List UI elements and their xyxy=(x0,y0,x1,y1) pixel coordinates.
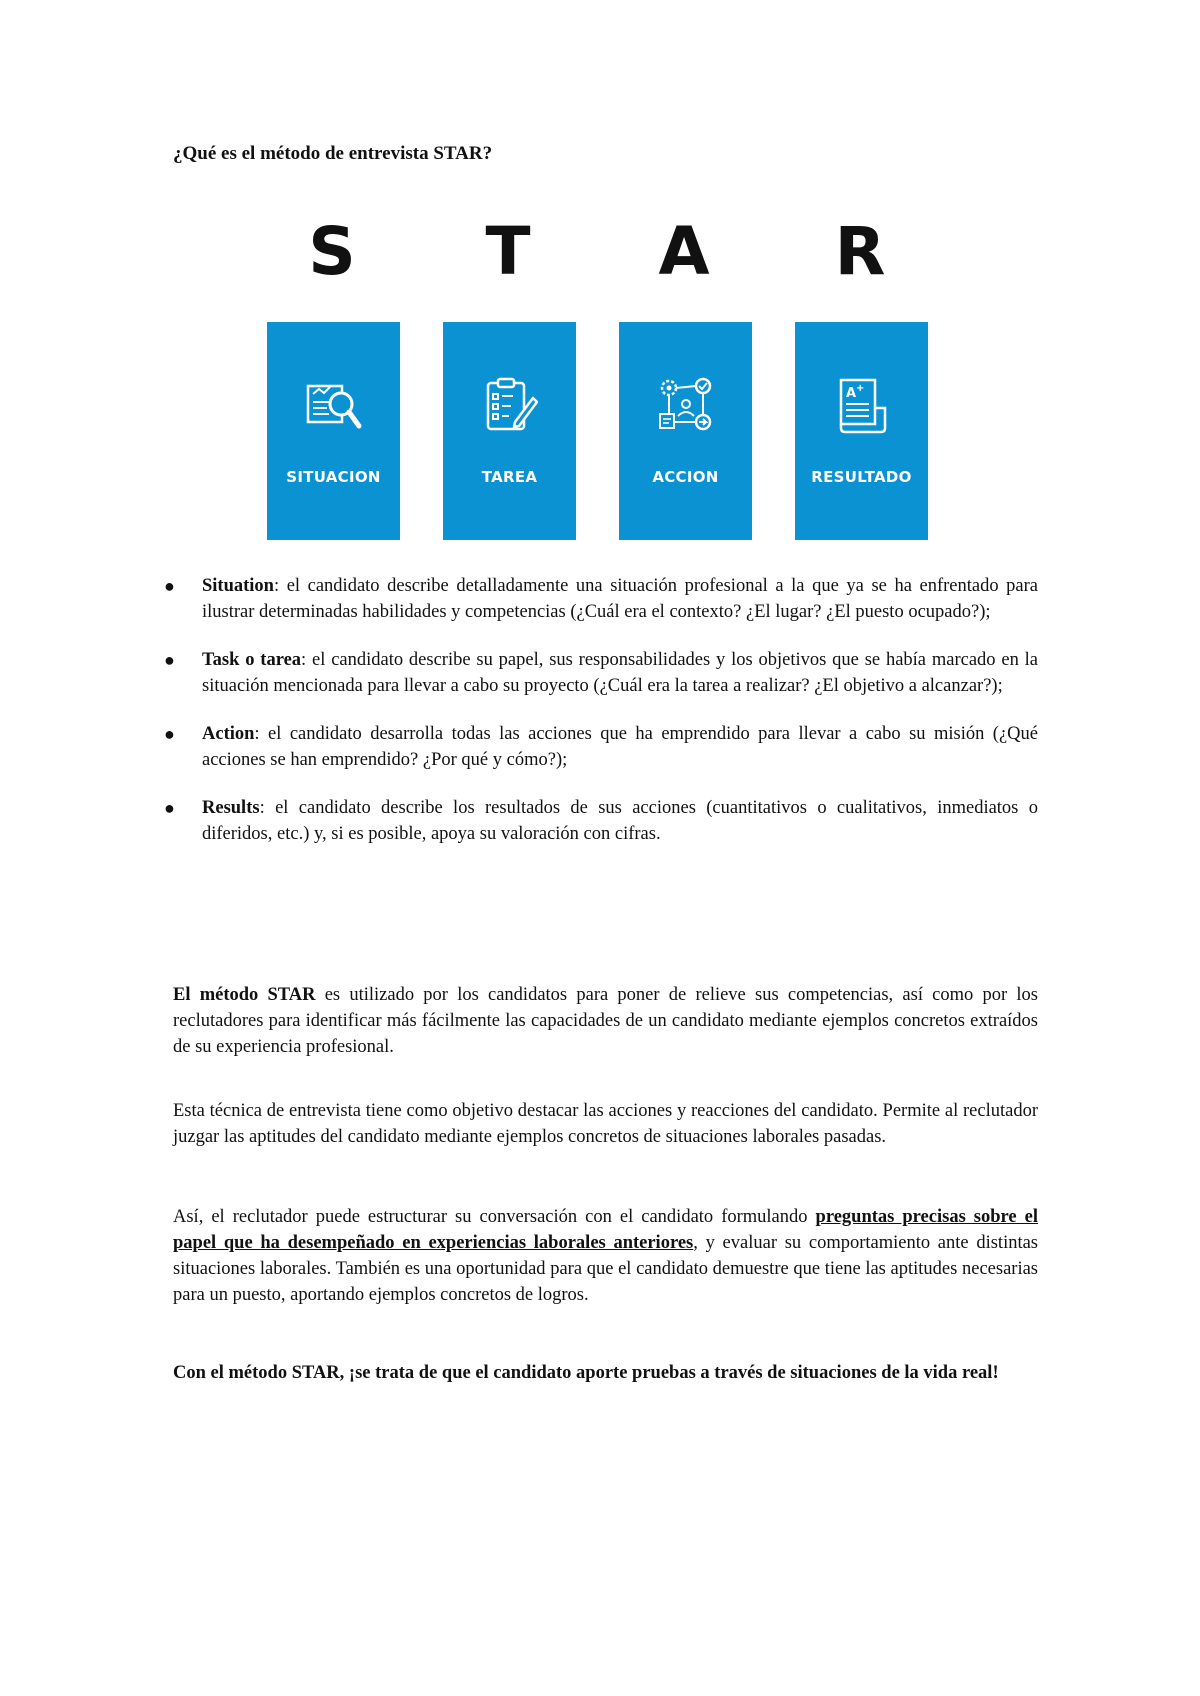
paragraph-bold-lead: El método STAR xyxy=(173,985,316,1005)
letter-a: A xyxy=(658,213,710,290)
svg-text:+: + xyxy=(856,383,865,394)
bullet-dot: ● xyxy=(164,798,175,818)
bullet-term: Situation xyxy=(202,576,274,596)
paragraph-intro xyxy=(173,982,1038,1060)
list-item xyxy=(160,648,1038,699)
paragraph-recruiter xyxy=(173,1204,1038,1308)
document-magnifier-icon xyxy=(303,374,365,436)
card-tarea xyxy=(443,322,576,540)
underlined-emphasis: preguntas precisas sobre el papel que ha desempeñado en experiencias laborales anteriores xyxy=(173,1207,1038,1253)
list-item xyxy=(160,574,1038,625)
star-bullet-list xyxy=(160,574,1038,870)
grade-a-plus-document-icon xyxy=(831,374,893,436)
letter-t: T xyxy=(485,213,531,290)
list-item xyxy=(160,722,1038,773)
list-item xyxy=(160,796,1038,847)
bullet-term: Task o tarea xyxy=(202,650,302,670)
card-resultado xyxy=(795,322,928,540)
workflow-gears-icon xyxy=(655,374,717,436)
card-label-tarea: TAREA xyxy=(481,468,538,486)
bullet-term: Results xyxy=(202,798,260,818)
paragraph-text: , y evaluar su comportamiento ante distintas situaciones laborales. También es una oportunidad para que el candidato demuestre que tiene las aptitudes necesarias para un puesto, aportando ejemplos concretos de logros. xyxy=(173,1233,1039,1305)
bullet-text: : el candidato desarrolla todas las acciones que ha emprendido para llevar a cabo su misión (¿Qué acciones se han emprendido? ¿Por qué y cómo?); xyxy=(202,724,1038,770)
clipboard-checklist-icon xyxy=(479,374,541,436)
card-accion xyxy=(619,322,752,540)
letter-r: R xyxy=(834,213,886,290)
card-situacion xyxy=(267,322,400,540)
star-cards xyxy=(267,322,927,540)
letter-s: S xyxy=(308,213,356,290)
bullet-term: Action xyxy=(202,724,255,744)
paragraph-text: Así, el reclutador puede estructurar su conversación con el candidato formulando xyxy=(173,1207,816,1227)
bullet-dot: ● xyxy=(164,576,175,596)
paragraph-text: es utilizado por los candidatos para poner de relieve sus competencias, así como por los reclutadores para identificar más fácilmente las capacidades de un candidato mediante ejemplos concretos extraídos de su experiencia profesional. xyxy=(173,985,1038,1057)
card-label-situacion: SITUACION xyxy=(286,468,381,486)
paragraph-conclusion: Con el método STAR, ¡se trata de que el candidato aporte pruebas a través de situaciones de la vida real! xyxy=(173,1363,999,1383)
bullet-text: : el candidato describe detalladamente una situación profesional a la que ya se ha enfrentado para ilustrar determinadas habilidades y competencias (¿Cuál era el contexto? ¿El lugar? ¿El puesto ocupado?); xyxy=(202,576,1038,622)
page-title: ¿Qué es el método de entrevista STAR? xyxy=(173,143,493,164)
svg-text:A: A xyxy=(846,386,857,401)
bullet-dot: ● xyxy=(164,650,175,670)
card-label-accion: ACCION xyxy=(652,468,719,486)
bullet-text: : el candidato describe los resultados de sus acciones (cuantitativos o cualitativos, inmediatos o diferidos, etc.) y, si es posible, apoya su valoración con cifras. xyxy=(202,798,1038,844)
bullet-dot: ● xyxy=(164,724,175,744)
bullet-text: : el candidato describe su papel, sus responsabilidades y los objetivos que se había marcado en la situación mencionada para llevar a cabo su proyecto (¿Cuál era la tarea a realizar? ¿El objetivo a alcanzar?); xyxy=(202,650,1038,696)
paragraph-technique: Esta técnica de entrevista tiene como objetivo destacar las acciones y reacciones del candidato. Permite al reclutador juzgar las aptitudes del candidato mediante ejemplos concretos de situaciones laborales pasadas. xyxy=(173,1101,1038,1147)
card-label-resultado: RESULTADO xyxy=(811,468,912,486)
star-letters xyxy=(266,212,926,292)
